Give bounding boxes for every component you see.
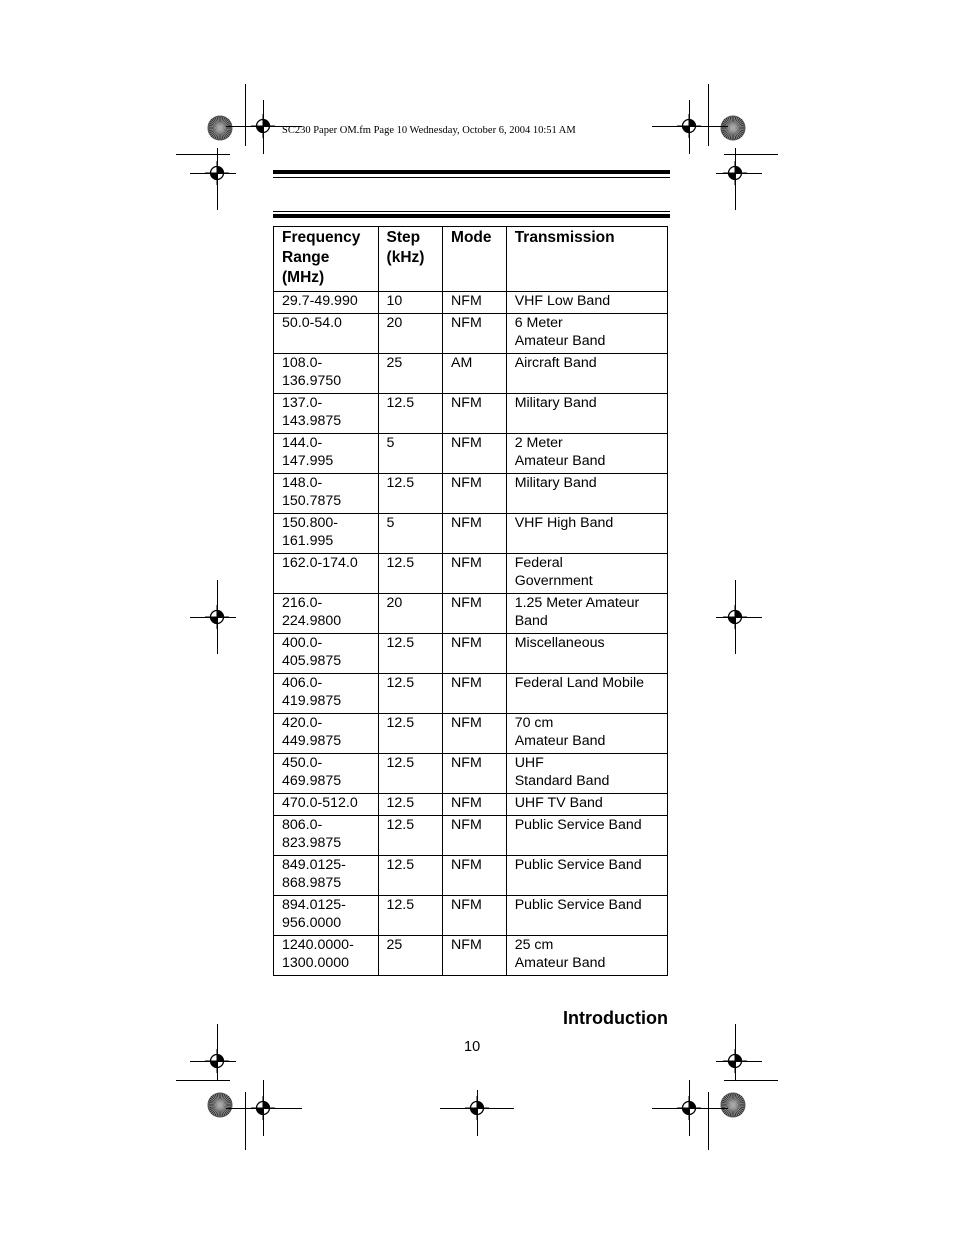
header-rule-thin xyxy=(273,177,670,178)
cell-transmission: VHF High Band xyxy=(506,514,667,554)
cell-transmission: Federal Land Mobile xyxy=(506,674,667,714)
cell-transmission: Federal Government xyxy=(506,554,667,594)
cell-mode: NFM xyxy=(443,816,507,856)
cell-transmission: Military Band xyxy=(506,474,667,514)
table-row xyxy=(274,354,668,394)
cell-mode: AM xyxy=(443,354,507,394)
cell-frequency-range: 150.800- 161.995 xyxy=(274,514,379,554)
crop-line xyxy=(708,84,709,146)
cell-transmission: Public Service Band xyxy=(506,856,667,896)
crop-line xyxy=(190,1061,236,1062)
crop-line xyxy=(652,1108,728,1109)
table-row xyxy=(274,794,668,816)
cell-mode: NFM xyxy=(443,714,507,754)
cell-frequency-range: 148.0- 150.7875 xyxy=(274,474,379,514)
header-rule xyxy=(273,170,670,174)
table-row xyxy=(274,474,668,514)
cell-frequency-range: 406.0- 419.9875 xyxy=(274,674,379,714)
crop-line xyxy=(724,1080,778,1081)
crop-line xyxy=(716,1061,762,1062)
crop-line xyxy=(176,154,230,155)
cell-transmission: 70 cm Amateur Band xyxy=(506,714,667,754)
starburst-mark xyxy=(206,1091,234,1119)
cell-frequency-range: 806.0- 823.9875 xyxy=(274,816,379,856)
cell-transmission: Public Service Band xyxy=(506,816,667,856)
cell-frequency-range: 849.0125- 868.9875 xyxy=(274,856,379,896)
cell-step: 12.5 xyxy=(378,634,443,674)
crop-line xyxy=(176,1080,230,1081)
cell-step: 12.5 xyxy=(378,554,443,594)
table-row xyxy=(274,896,668,936)
cell-step: 12.5 xyxy=(378,816,443,856)
cell-step: 12.5 xyxy=(378,896,443,936)
cell-step: 12.5 xyxy=(378,794,443,816)
cell-mode: NFM xyxy=(443,674,507,714)
table-row xyxy=(274,816,668,856)
table-top-rule-thin xyxy=(273,211,670,212)
crop-line xyxy=(724,154,778,155)
crop-line xyxy=(245,84,246,146)
header-transmission: Transmission xyxy=(506,227,667,292)
table-row xyxy=(274,314,668,354)
cell-mode: NFM xyxy=(443,554,507,594)
table-row xyxy=(274,514,668,554)
print-slug-line: SC230 Paper OM.fm Page 10 Wednesday, October 6, 2004 10:51 AM xyxy=(282,125,576,136)
table-row xyxy=(274,754,668,794)
cell-step: 12.5 xyxy=(378,394,443,434)
crop-line xyxy=(652,126,728,127)
cell-transmission: UHF Standard Band xyxy=(506,754,667,794)
cell-step: 5 xyxy=(378,514,443,554)
cell-transmission: UHF TV Band xyxy=(506,794,667,816)
cell-transmission: 6 Meter Amateur Band xyxy=(506,314,667,354)
crop-line xyxy=(477,1090,478,1136)
header-step: Step (kHz) xyxy=(378,227,443,292)
starburst-mark xyxy=(719,1091,747,1119)
cell-frequency-range: 137.0- 143.9875 xyxy=(274,394,379,434)
cell-step: 12.5 xyxy=(378,674,443,714)
cell-transmission: Public Service Band xyxy=(506,896,667,936)
table-row xyxy=(274,936,668,976)
table-row xyxy=(274,856,668,896)
cell-step: 12.5 xyxy=(378,474,443,514)
cell-frequency-range: 1240.0000- 1300.0000 xyxy=(274,936,379,976)
cell-mode: NFM xyxy=(443,394,507,434)
cell-frequency-range: 162.0-174.0 xyxy=(274,554,379,594)
cell-mode: NFM xyxy=(443,754,507,794)
table-row xyxy=(274,674,668,714)
cell-transmission: 2 Meter Amateur Band xyxy=(506,434,667,474)
table-row xyxy=(274,634,668,674)
crop-line xyxy=(716,617,762,618)
cell-step: 25 xyxy=(378,354,443,394)
crop-line xyxy=(217,1024,218,1080)
header-mode: Mode xyxy=(443,227,507,292)
section-title: Introduction xyxy=(563,1008,668,1028)
cell-frequency-range: 108.0- 136.9750 xyxy=(274,354,379,394)
page-number: 10 xyxy=(464,1039,481,1055)
starburst-mark xyxy=(206,114,234,142)
cell-mode: NFM xyxy=(443,434,507,474)
cell-mode: NFM xyxy=(443,314,507,354)
cell-mode: NFM xyxy=(443,594,507,634)
crop-line xyxy=(217,148,218,210)
table-row xyxy=(274,434,668,474)
cell-frequency-range: 470.0-512.0 xyxy=(274,794,379,816)
cell-transmission: Aircraft Band xyxy=(506,354,667,394)
header-frequency-range: Frequency Range (MHz) xyxy=(274,227,379,292)
crop-line xyxy=(190,617,236,618)
table-top-rule xyxy=(273,214,670,218)
cell-step: 5 xyxy=(378,434,443,474)
cell-mode: NFM xyxy=(443,292,507,314)
cell-mode: NFM xyxy=(443,474,507,514)
cell-step: 20 xyxy=(378,314,443,354)
cell-frequency-range: 450.0- 469.9875 xyxy=(274,754,379,794)
frequency-table xyxy=(273,226,668,976)
cell-step: 20 xyxy=(378,594,443,634)
crop-line xyxy=(735,1024,736,1080)
table-row xyxy=(274,394,668,434)
crop-line xyxy=(440,1108,514,1109)
cell-frequency-range: 144.0- 147.995 xyxy=(274,434,379,474)
cell-frequency-range: 400.0- 405.9875 xyxy=(274,634,379,674)
cell-transmission: Military Band xyxy=(506,394,667,434)
cell-mode: NFM xyxy=(443,794,507,816)
cell-mode: NFM xyxy=(443,896,507,936)
table-row xyxy=(274,594,668,634)
cell-frequency-range: 894.0125- 956.0000 xyxy=(274,896,379,936)
cell-mode: NFM xyxy=(443,634,507,674)
cell-step: 25 xyxy=(378,936,443,976)
cell-step: 10 xyxy=(378,292,443,314)
table-header-row xyxy=(274,227,668,292)
cell-step: 12.5 xyxy=(378,754,443,794)
table-row xyxy=(274,714,668,754)
cell-frequency-range: 50.0-54.0 xyxy=(274,314,379,354)
crop-line xyxy=(716,173,762,174)
crop-line xyxy=(226,1108,302,1109)
crop-line xyxy=(735,148,736,210)
table-row xyxy=(274,292,668,314)
cell-mode: NFM xyxy=(443,514,507,554)
cell-transmission: Miscellaneous xyxy=(506,634,667,674)
crop-line xyxy=(263,100,264,154)
cell-frequency-range: 216.0- 224.9800 xyxy=(274,594,379,634)
cell-step: 12.5 xyxy=(378,714,443,754)
cell-transmission: 25 cm Amateur Band xyxy=(506,936,667,976)
crop-line xyxy=(190,173,236,174)
cell-transmission: 1.25 Meter Amateur Band xyxy=(506,594,667,634)
cell-frequency-range: 29.7-49.990 xyxy=(274,292,379,314)
table-row xyxy=(274,554,668,594)
cell-mode: NFM xyxy=(443,856,507,896)
cell-mode: NFM xyxy=(443,936,507,976)
cell-frequency-range: 420.0- 449.9875 xyxy=(274,714,379,754)
crop-line xyxy=(245,1092,246,1150)
cell-step: 12.5 xyxy=(378,856,443,896)
crop-line xyxy=(689,100,690,154)
cell-transmission: VHF Low Band xyxy=(506,292,667,314)
crop-line xyxy=(708,1092,709,1150)
starburst-mark xyxy=(719,114,747,142)
